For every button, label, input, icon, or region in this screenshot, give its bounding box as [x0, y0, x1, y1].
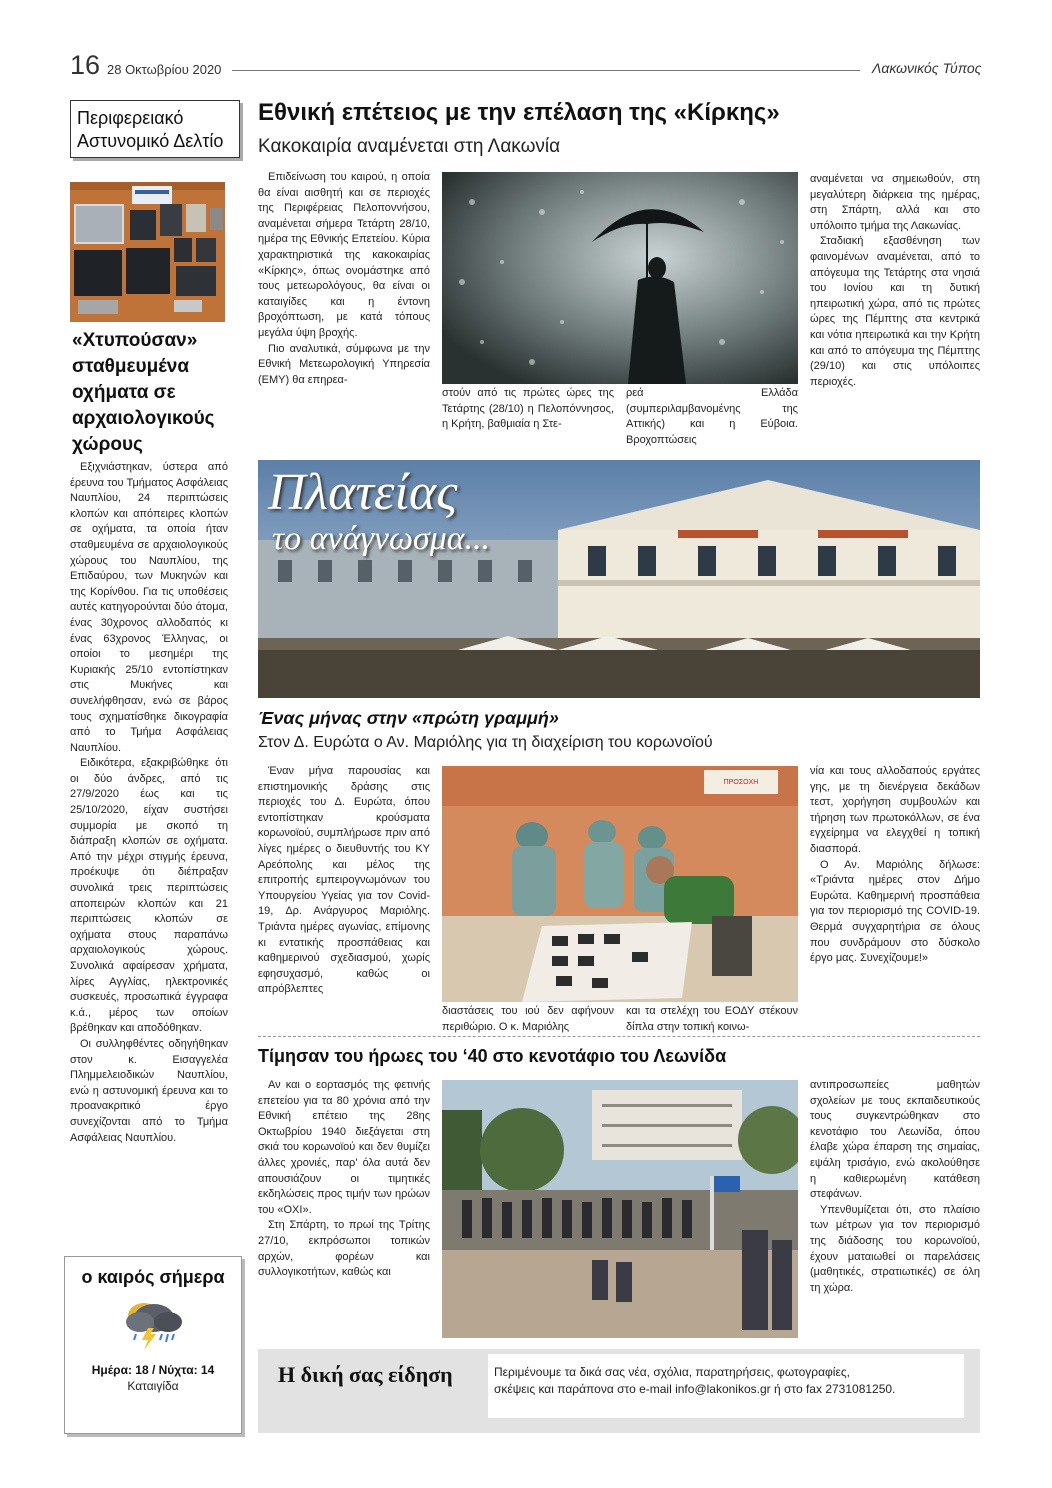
article1-paragraph: Επιδείνωση του καιρού, η οποία θα είναι αισθητή και σε περιοχές της Περιφέρειας Πελοποννήσου, αναμένεται σήμερα Τετάρτη 28/10, ημέρα της Εθνικής Επετείου. Κύρια χαρακτηριστικά της κακοκαιρίας «Κίρκης», όπως ονομάστηκε από τους μετεωρολόγους, θα είναι οι καταιγίδες και η έντονη βροχόπτωση, με κατά τόπους μεγάλα ύψη βροχής. [258, 171, 430, 339]
sidebar-paragraph: Ειδικότερα, εξακριβώθηκε ότι οι δύο άνδρες, από τις 27/9/2020 έως και τις 25/10/2020, είχαν συστήσει συμμορία με σκοπό τη διάπραξη κλοπών σε οχήματα. Από την μέχρι στιγμής έρευνα, προέκυψε ότι διέπραξαν συνολικά τρεις περιπτώσεις αποπειρών κλοπών και 21 περιπτώσεις κλοπών σε οχήματα στους παραπάνω αρχαιολογικούς χώρους. Συνολικά αφαίρεσαν χρήματα, λίρες Αγγλίας, ηλεκτρονικές συσκευές, προσωπικά έγγραφα κ.ά., μέρος των οποίων βρέθηκαν και αποδόθηκαν. [70, 757, 228, 1035]
sidebar-article-title: «Χτυπούσαν» σταθμευμένα οχήματα σε αρχαιολογικούς χώρους [72, 330, 215, 455]
article3-paragraph: Αν και ο εορτασμός της φετινής επετείου για τα 80 χρόνια από την Εθνική επέτειο της 28ης Οκτωβρίου 1940 διεξάγεται στη σκιά του κορωνοϊού και δεν θυμίζει άλλες χρονιές, παρ' όλα αυτά δεν απουσιάζουν οι τιμητικές εκδηλώσεις προς τιμήν των ηρώων του «ΟΧΙ». [258, 1079, 430, 1216]
police-bulletin-label [70, 100, 240, 158]
reader-news-line2: σκέψεις και παράπονα στο e-mail info@lakonikos.gr ή στο fax 2731081250. [494, 1382, 896, 1396]
article1-paragraph: Σταδιακή εξασθένηση των φαινομένων αναμένεται, από το απόγευμα της Τετάρτης στα νησιά του Ιονίου και τη δυτική ηπειρωτική χώρα, από τις πρώτες ώρες της Πέμπτης στα κεντρικά και νότια ηπειρωτικά και την Κρήτη και από το απόγευμα της Πέμπτης (29/10) και στις υπόλοιπες περιοχές. [810, 235, 980, 388]
weather-box [64, 1256, 242, 1434]
umbrella-rain-photo [442, 172, 798, 384]
article2-paragraph: Έναν μήνα παρουσίας και επιστημονικής δράσης στις περιοχές του Δ. Ευρώτα, όπου εντοπίστηκαν κρούσματα κορωνοϊού, συμπλήρωσε πριν από λίγες ημέρες ο διευθυντής του ΚΥ Αρεόπολης και μέλος της επιτροπής εμπειρογνωμόνων του Υπουργείου Υγείας για τον Covid-19, Δρ. Ανάργυρος Μαριόλης. Τριάντα ημέρες αγωνίας, επίμονης κι εντατικής προσπάθειας και καθημερινού σχεδιασμού, χωρίς εφησυχασμό, καθώς οι απρόβλεπτες [258, 765, 430, 996]
article2-column-c [626, 1004, 798, 1035]
section-divider [258, 1036, 980, 1038]
article2-paragraph: νία και τους αλλοδαπούς εργάτες γης, με τη διενέργεια δεκάδων τεστ, χορήγηση συμβουλών και τήρηση των πρωτοκόλλων, σε ένα εγχείρημα να ελεγχθεί η τοπική διασπορά. [810, 765, 980, 855]
sidebar-article-body [70, 460, 228, 1146]
article3-paragraph: Στη Σπάρτη, το πρωί της Τρίτης 27/10, εκπρόσωποι τοπικών αρχών, φορέων και συλλογικοτήτων, καθώς και [258, 1219, 430, 1279]
warning-sign-text: ΠΡΟΣΟΧΗ [723, 779, 759, 786]
article1-column-d [810, 172, 980, 390]
article1-paragraph: αναμένεται να σημειωθούν, στη μεγαλύτερη διάρκεια της ημέρας, στη Σπάρτη, αλλά και στο υπόλοιπο τμήμα της Λακωνίας. [810, 173, 980, 232]
article3-title: Τίμησαν του ήρωες του ‘40 στο κενοτάφιο του Λεωνίδα [258, 1046, 727, 1066]
health-team-photo [442, 766, 798, 1002]
reader-news-text [488, 1354, 964, 1418]
reader-news-title: Η δική σας είδηση [278, 1362, 453, 1387]
banner-title-line1: Πλατείας [268, 464, 458, 521]
article3-paragraph: Υπενθυμίζεται ότι, στο πλαίσιο των μέτρων για τον περιορισμό της διάδοσης του κορωνοϊού, έχουν ματαιωθεί οι παρελάσεις (μαθητικές, στρατιωτικές) σε όλη τη χώρα. [810, 1203, 980, 1294]
article1-subtitle: Κακοκαιρία αναμένεται στη Λακωνία [258, 136, 561, 157]
article1-column-c [626, 386, 798, 448]
banner-title-line2: το ανάγνωσμα... [272, 520, 491, 557]
article2-paragraph: διαστάσεις του ιού δεν αφήνουν περιθώριο. Ο κ. Μαριόλης [442, 1005, 614, 1033]
ceremony-photo [442, 1080, 798, 1338]
weather-title: ο καιρός σήμερα [81, 1267, 225, 1287]
article3-column-a [258, 1078, 430, 1281]
article2-column-a [258, 764, 430, 998]
article2-title: Ένας μήνας στην «πρώτη γραμμή» [258, 708, 559, 728]
police-label-line2: Αστυνομικό Δελτίο [77, 131, 224, 151]
article2-paragraph: και τα στελέχη του ΕΟΔΥ στέκουν δίπλα στην τοπική κοινω- [626, 1005, 798, 1033]
article1-paragraph: Πιο αναλυτικά, σύμφωνα με την Εθνική Μετεωρολογική Υπηρεσία (ΕΜΥ) θα επηρεα- [258, 342, 430, 386]
weather-description: Καταιγίδα [127, 1379, 179, 1393]
article2-paragraph: Ο Αν. Μαριόλης δήλωσε: «Τριάντα ημέρες στον Δήμο Ευρώτα. Καθημερινή προσπάθεια για τον περιορισμό της COVID-19. Θερμά συγχαρητήρια σε όλους που συνδράμουν στο δύσκολο έργο μας. Συνεχίζουμε!» [810, 858, 980, 965]
article3-column-d [810, 1078, 980, 1296]
article2-subtitle: Στον Δ. Ευρώτα ο Αν. Μαριόλης για τη διαχείριση του κορωνοϊού [258, 734, 713, 751]
newspaper-name: Λακωνικός Τύπος [872, 60, 982, 76]
sidebar-paragraph: Οι συλληφθέντες οδηγήθηκαν στον κ. Εισαγγελέα Πλημμελειοδικών Ναυπλίου, ενώ η αστυνομική έρευνα και το προανακριτικό έργο συνεχίζονται από το Τμήμα Ασφάλειας Ναυπλίου. [70, 1037, 228, 1144]
weather-temperatures: Ημέρα: 18 / Νύχτα: 14 [91, 1363, 215, 1377]
header-rule [232, 70, 860, 71]
reader-news-line1: Περιμένουμε τα δικά σας νέα, σχόλια, παρατηρήσεις, φωτογραφίες, [494, 1365, 850, 1379]
article1-column-b [442, 386, 614, 433]
article1-paragraph: στούν από τις πρώτες ώρες της Τετάρτης (28/10) η Πελοπόννησος, η Κρήτη, βαθμιαία η Στε- [442, 387, 614, 431]
police-label-line1: Περιφερειακό [77, 108, 184, 128]
evidence-photo [70, 182, 225, 322]
issue-date: 28 Οκτωβρίου 2020 [107, 62, 222, 77]
storm-cloud-icon [65, 1296, 241, 1357]
article3-paragraph: αντιπροσωπείες μαθητών σχολείων με τους εκπαιδευτικούς τους συγκεντρώθηκαν στο κενοτάφιο του Λεωνίδα, όπου έλαβε χώρα έπαρση της σημαίας, εψάλη τρισάγιο, ενώ ακολούθησε η καθιερωμένη κατάθεση στεφάνων. [810, 1079, 980, 1201]
sidebar-paragraph: Εξιχνιάστηκαν, ύστερα από έρευνα του Τμήματος Ασφάλειας Ναυπλίου, 24 περιπτώσεις κλοπών και απόπειρες κλοπών σε οχήματα, τα οποία ήταν σταθμευμένα σε αρχαιολογικούς χώρους του Ναυπλίου, της Επιδαύρου, των Μυκηνών και της Κορίνθου. Για τις υποθέσεις αυτές κατηγορούνται δύο άτομα, ένας 30χρονος αλλοδαπός κι ένας 63χρονος Έλληνας, οι οποίοι το μεσημέρι της Κυριακής 25/10 εντοπίστηκαν στις Μυκήνες και συνελήφθησαν, ενώ σε βάρος τους σχηματίσθηκε δικογραφία από το Τμήμα Ασφάλειας Ναυπλίου. [70, 461, 228, 754]
article1-title: Εθνική επέτειος με την επέλαση της «Κίρκης» [258, 99, 780, 126]
article1-column-a [258, 170, 430, 388]
article1-paragraph: ρεά Ελλάδα (συμπεριλαμβανομένης της Αττικής) και η Εύβοια. Βροχοπτώσεις [626, 387, 798, 446]
article2-column-b [442, 1004, 614, 1035]
article2-column-d [810, 764, 980, 967]
page-number: 16 [70, 50, 101, 80]
